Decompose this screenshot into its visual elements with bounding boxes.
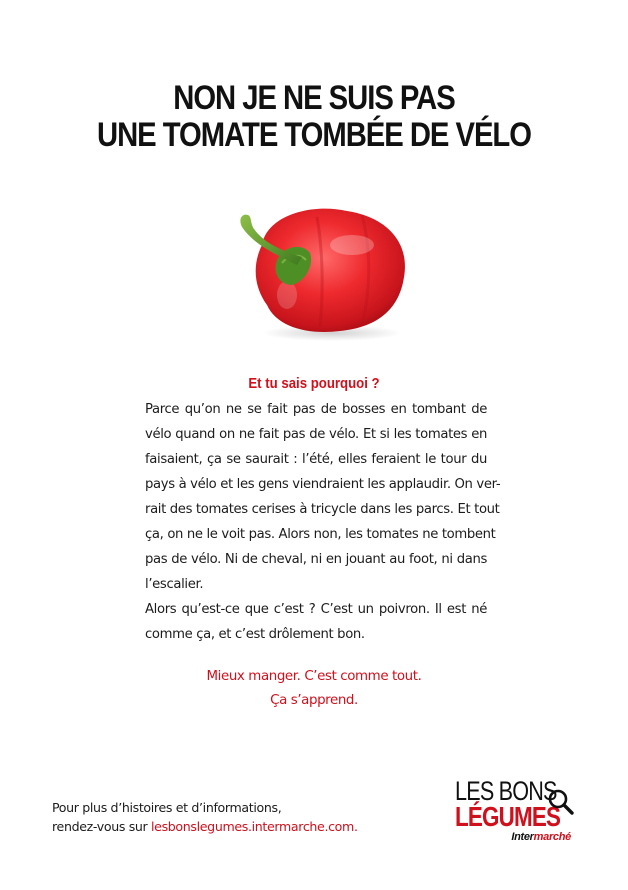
logo-line-1: LES BONS (455, 776, 557, 806)
article-line: faisaient, ça se saurait : l’été, elles feraient le tour du (145, 452, 487, 467)
magnifier-icon (547, 788, 575, 816)
article-line: l’escalier. (145, 577, 204, 592)
website-link[interactable]: lesbonslegumes.intermarche.com. (151, 819, 358, 834)
headline-line-1: NON JE NE SUIS PAS (173, 79, 455, 117)
footer-info (52, 798, 358, 836)
article-subheading: Et tu sais pourquoi ? (248, 375, 380, 392)
article-line: pays à vélo et les gens viendraient les applaudir. On ver- (145, 477, 501, 492)
article-line: pas de vélo. Ni de cheval, ni en jouant au foot, ni dans (145, 552, 487, 567)
footer-info-line-1: Pour plus d’histoires et d’informations, (52, 800, 282, 815)
intermarche-brand (511, 831, 571, 843)
tagline-line-1: Mieux manger. C’est comme tout. (206, 669, 422, 684)
article-line: comme ça, et c’est drôlement bon. (145, 627, 365, 642)
article-line: Parce qu’on ne se fait pas de bosses en tombant de (145, 402, 487, 417)
les-bons-legumes-logo (455, 778, 573, 850)
headline-line-2: UNE TOMATE TOMBÉE DE VÉLO (97, 116, 531, 154)
pepper-image (222, 205, 422, 345)
article-body (145, 397, 501, 647)
bell-pepper-icon (222, 205, 422, 345)
tagline (0, 665, 628, 713)
logo-line-2: LÉGUMES (455, 801, 561, 832)
footer-info-prefix: rendez-vous sur (52, 819, 152, 834)
brand-suffix: marché (533, 831, 571, 843)
tagline-line-2: Ça s’apprend. (270, 693, 358, 708)
footer-info-line-2 (52, 817, 358, 836)
headline (44, 80, 584, 154)
article-line: Alors qu’est-ce que c’est ? C’est un poivron. Il est né (145, 602, 487, 617)
article-line: ça, on ne le voit pas. Alors non, les tomates ne tombent (145, 527, 496, 542)
article-line: vélo quand on ne fait pas de vélo. Et si les tomates en (145, 427, 487, 442)
article-line: rait des tomates cerises à tricycle dans les parcs. Et tout (145, 502, 500, 517)
brand-prefix: Inter (511, 831, 534, 843)
